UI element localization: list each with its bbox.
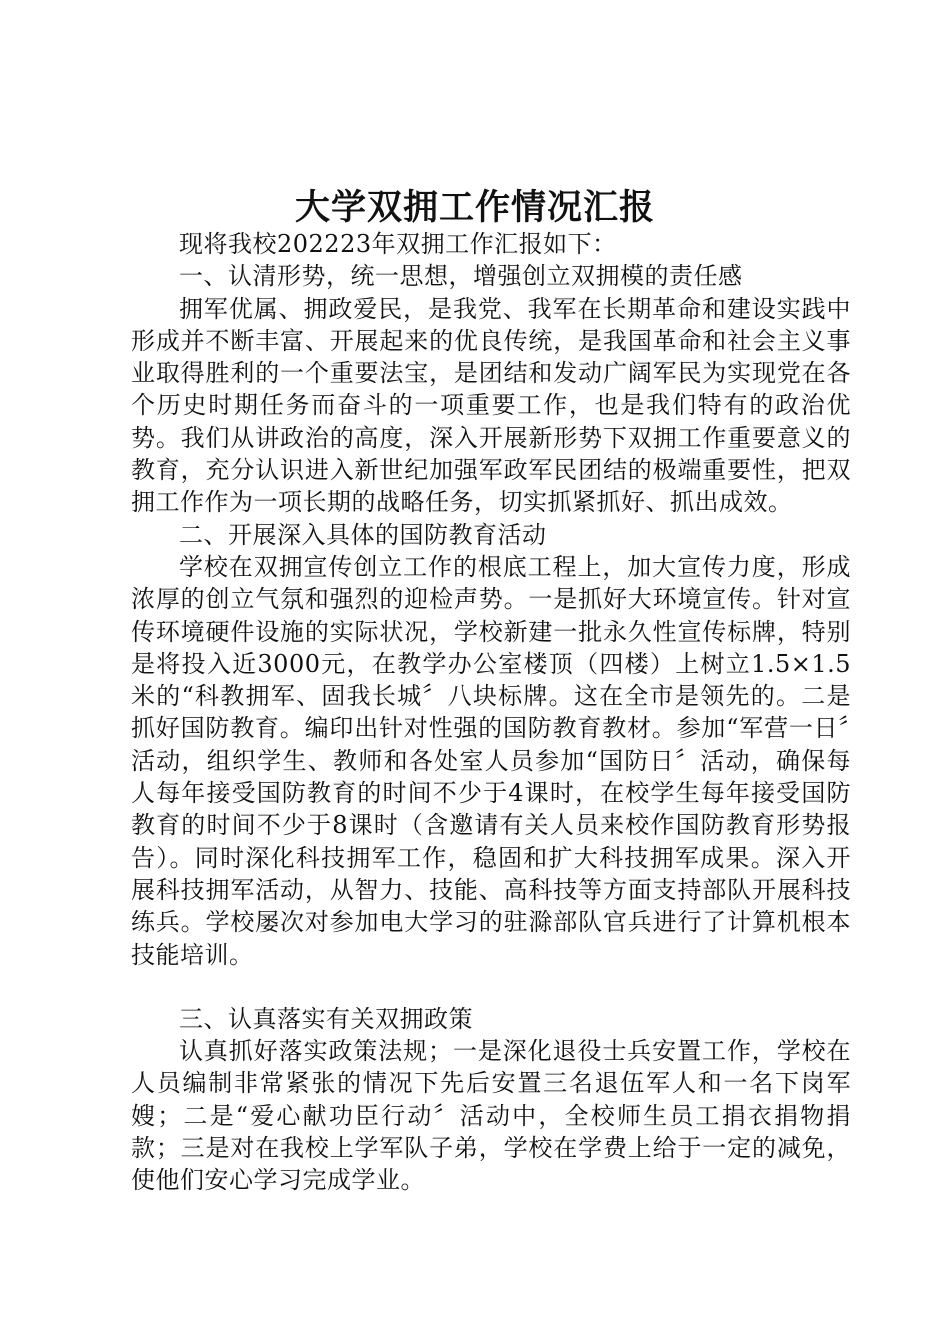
intro-paragraph: 现将我校202223年双拥工作汇报如下： — [179, 230, 617, 258]
section-1-heading: 一、认清形势，统一思想，增强创立双拥模的责任感 — [179, 262, 743, 291]
section-1-paragraph: 拥军优属、拥政爱民，是我党、我军在长期革命和建设实践中形成并不断丰富、开展起来的优良传统，是我国革命和社会主义事业取得胜利的一个重要法宝，是团结和发动广阔军民为实现党在各个历史时期任务而奋斗的一项重要工作，也是我们特有的政治优势。我们从讲政治的高度，深入开展新形势下双拥工作重要意义的教育，充分认识进入新世纪加强军政军民团结的极端重要性，把双拥工作作为一项长期的战略任务，切实抓紧抓好、抓出成效。 — [131, 294, 851, 517]
document-body — [131, 228, 851, 1197]
section-3-heading: 三、认真落实有关双拥政策 — [179, 1004, 473, 1033]
section-2-paragraph: 学校在双拥宣传创立工作的根底工程上，加大宣传力度，形成浓厚的创立气氛和强烈的迎检声势。一是抓好大环境宣传。针对宣传环境硬件设施的实际状况，学校新建一批永久性宣传标牌，特别是将投入近3000元，在教学办公室楼顶（四楼）上树立1.5×1.5米的“科教拥军、固我长城〞八块标牌。这在全市是领先的。二是抓好国防教育。编印出针对性强的国防教育教材。参加“军营一日〞活动，组织学生、教师和各处室人员参加“国防日〞活动，确保每人每年接受国防教育的时间不少于4课时，在校学生每年接受国防教育的时间不少于8课时（含邀请有关人员来校作国防教育形势报告）。同时深化科技拥军工作，稳固和扩大科技拥军成果。深入开展科技拥军活动，从智力、技能、高科技等方面支持部队开展科技练兵。学校屡次对参加电大学习的驻滁部队官兵进行了计算机根本技能培训。 — [131, 552, 851, 969]
section-3-paragraph: 认真抓好落实政策法规；一是深化退役士兵安置工作，学校在人员编制非常紧张的情况下先后安置三名退伍军人和一名下岗军嫂；二是“爱心献功臣行动〞活动中，全校师生员工捐衣捐物捐款；三是对在我校上学军队子弟，学校在学费上给于一定的减免，使他们安心学习完成学业。 — [131, 1037, 851, 1195]
section-2-heading: 二、开展深入具体的国防教育活动 — [179, 520, 547, 549]
document-title: 大学双拥工作情况汇报 — [294, 187, 655, 228]
